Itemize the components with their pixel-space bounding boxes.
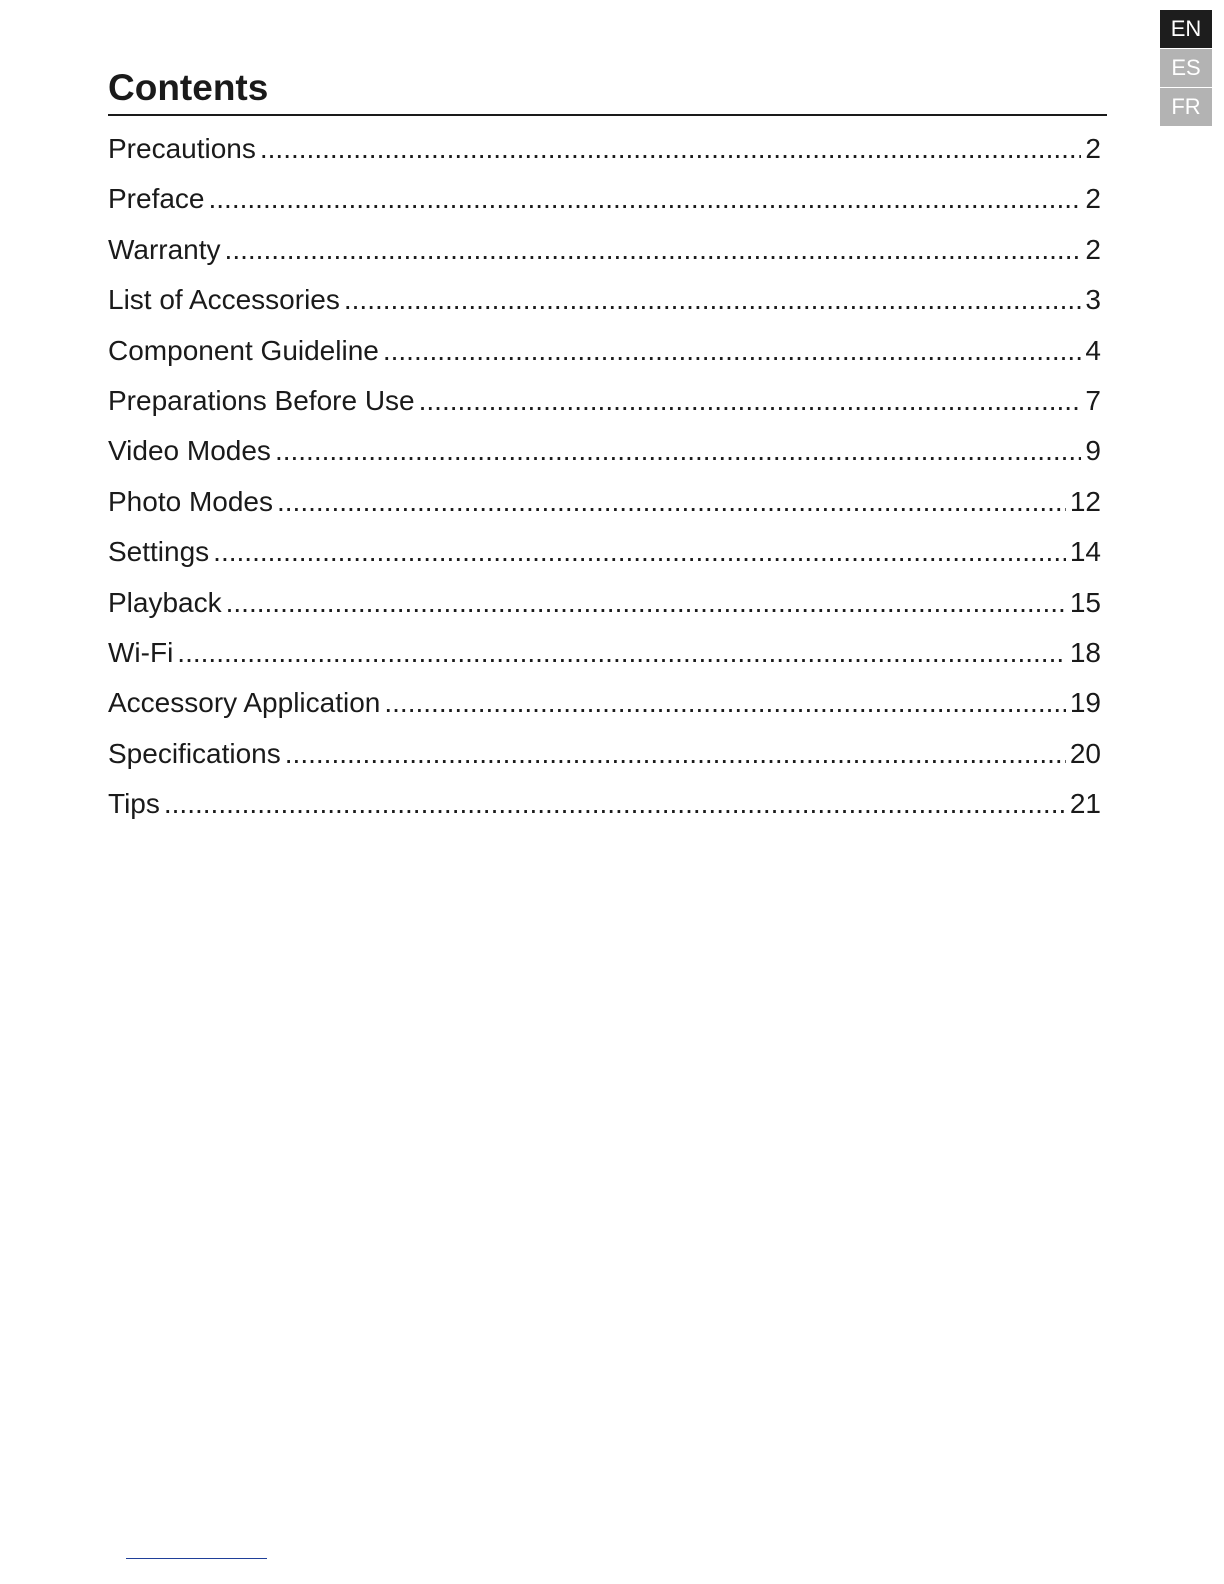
toc-entry-page: 14 — [1069, 536, 1101, 568]
toc-dot-leader — [177, 628, 1066, 678]
toc-dot-leader — [226, 578, 1066, 628]
toc-dot-leader — [213, 527, 1066, 577]
toc-dot-leader — [419, 376, 1082, 426]
toc-entry-video-modes[interactable] — [108, 426, 1107, 476]
toc-entry-precautions[interactable] — [108, 124, 1107, 174]
toc-entry-page: 2 — [1085, 133, 1101, 164]
toc-entry-page: 2 — [1085, 233, 1101, 265]
toc-entry-page: 7 — [1085, 384, 1101, 416]
toc-entry-label: Accessory Application — [108, 687, 381, 719]
table-of-contents — [108, 64, 1107, 829]
toc-dot-leader — [285, 729, 1066, 779]
toc-entry-preparations-before-use[interactable] — [108, 376, 1107, 426]
toc-entry-label: Tips — [108, 788, 160, 820]
contents-title: Contents — [108, 64, 1107, 116]
toc-entry-page: 19 — [1069, 687, 1101, 719]
toc-entry-label: Warranty — [108, 233, 221, 265]
toc-entry-page: 4 — [1085, 334, 1101, 366]
toc-entry-warranty[interactable] — [108, 225, 1107, 275]
toc-entry-label: Playback — [108, 586, 222, 618]
toc-entry-label: Video Modes — [108, 435, 271, 467]
toc-dot-leader — [225, 225, 1082, 275]
toc-entry-label: Preface — [108, 183, 205, 215]
toc-entry-label: Preparations Before Use — [108, 384, 415, 416]
language-tab-en[interactable]: EN — [1160, 10, 1212, 48]
toc-entry-list-of-accessories[interactable] — [108, 275, 1107, 325]
toc-dot-leader — [275, 426, 1081, 476]
toc-entry-page: 21 — [1069, 788, 1101, 820]
toc-entry-page: 9 — [1085, 435, 1101, 467]
language-tabs — [1160, 10, 1212, 127]
footnote-divider — [126, 1558, 267, 1559]
toc-entry-page: 15 — [1069, 586, 1101, 618]
language-tab-fr[interactable]: FR — [1160, 88, 1212, 126]
toc-entry-component-guideline[interactable] — [108, 326, 1107, 376]
toc-entry-page: 18 — [1069, 636, 1101, 668]
toc-entry-wi-fi[interactable] — [108, 628, 1107, 678]
toc-dot-leader — [164, 779, 1066, 829]
toc-list — [108, 116, 1107, 829]
toc-entry-label: Wi-Fi — [108, 636, 174, 668]
toc-entry-label: Settings — [108, 536, 210, 568]
toc-entry-page: 20 — [1069, 737, 1101, 769]
toc-entry-accessory-application[interactable] — [108, 678, 1107, 728]
toc-entry-settings[interactable] — [108, 527, 1107, 577]
toc-entry-page: 3 — [1085, 284, 1101, 316]
toc-entry-label: Component Guideline — [108, 334, 379, 366]
toc-entry-label: Precautions — [108, 133, 256, 164]
toc-dot-leader — [383, 326, 1082, 376]
toc-entry-tips[interactable] — [108, 779, 1107, 829]
toc-dot-leader — [344, 275, 1082, 325]
toc-dot-leader — [384, 678, 1065, 728]
toc-dot-leader — [277, 477, 1066, 527]
toc-dot-leader — [260, 124, 1082, 174]
toc-entry-photo-modes[interactable] — [108, 477, 1107, 527]
toc-entry-playback[interactable] — [108, 578, 1107, 628]
toc-entry-label: Photo Modes — [108, 485, 273, 517]
language-tab-es[interactable]: ES — [1160, 49, 1212, 87]
toc-entry-specifications[interactable] — [108, 729, 1107, 779]
toc-entry-page: 2 — [1085, 183, 1101, 215]
toc-entry-label: List of Accessories — [108, 284, 340, 316]
toc-entry-label: Specifications — [108, 737, 281, 769]
toc-dot-leader — [209, 174, 1082, 224]
toc-entry-preface[interactable] — [108, 174, 1107, 224]
toc-entry-page: 12 — [1069, 485, 1101, 517]
